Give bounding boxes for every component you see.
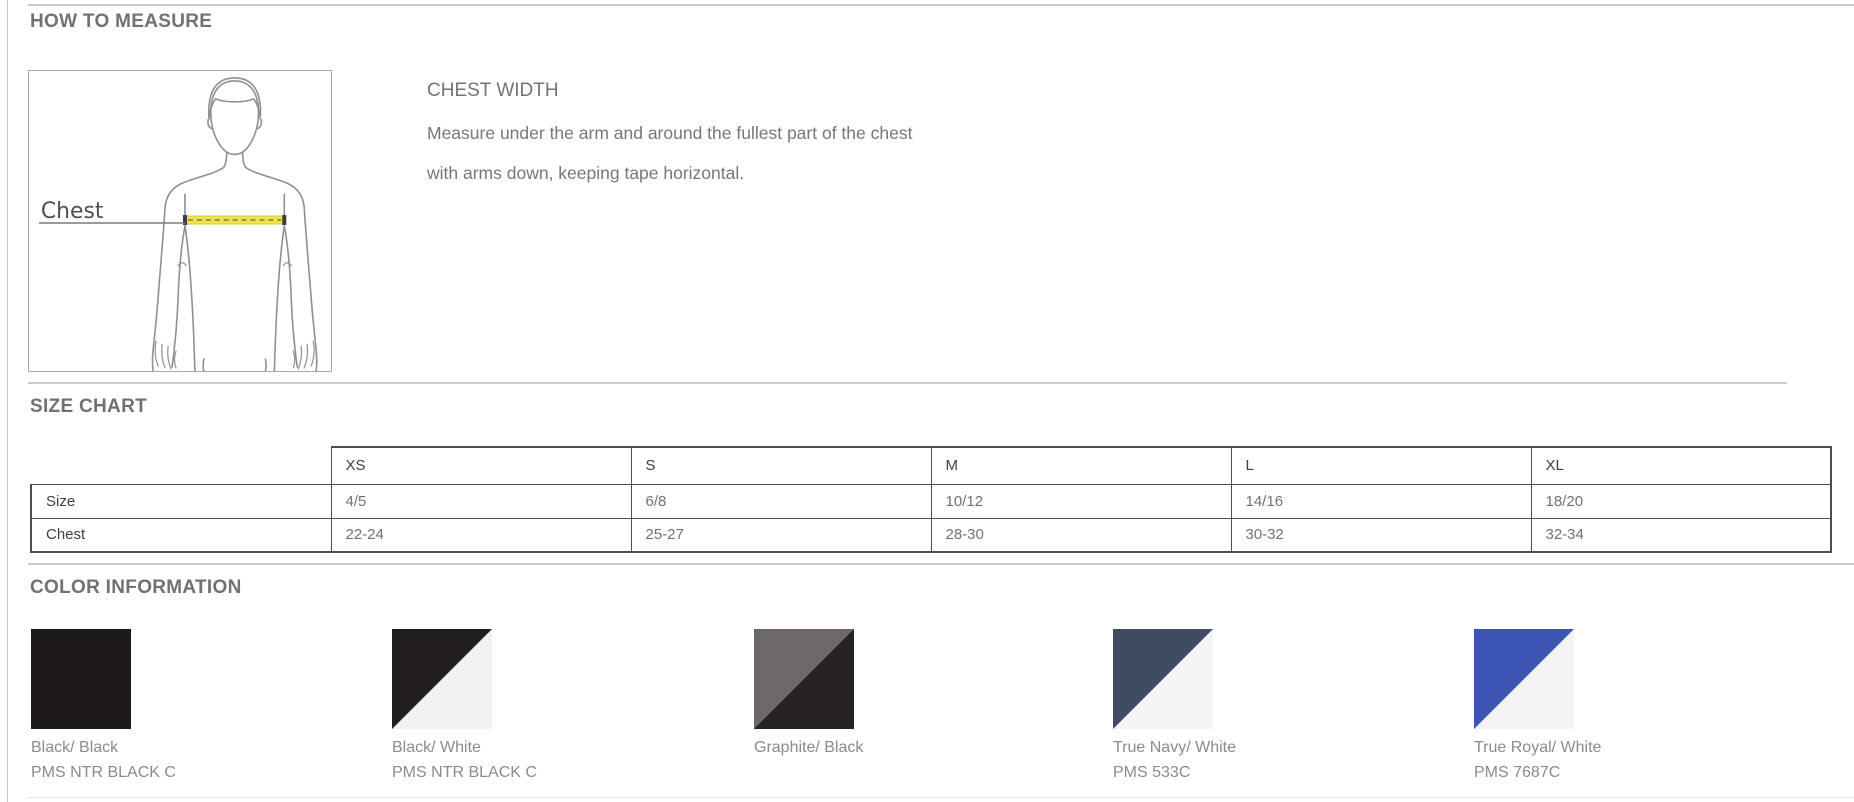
swatch-tile [754,629,854,729]
size-chart-divider [28,382,1787,384]
chest-value-l: 30-32 [1231,518,1531,552]
size-chart-column-xl: XL [1531,447,1831,484]
size-chart-header-row [31,447,1831,484]
swatch-pms-code [754,763,974,782]
measure-instructions [427,80,912,193]
color-swatch-black-white [392,629,612,782]
chest-value-m: 28-30 [931,518,1231,552]
measurement-figure [28,70,332,372]
size-value-s: 6/8 [631,484,931,518]
swatch-tile [31,629,131,729]
color-swatch-black-black [31,629,251,782]
color-swatch-graphite-black [754,629,974,782]
swatch-name: Graphite/ Black [754,739,864,756]
color-information-divider [28,563,1854,565]
bottom-divider [28,797,1854,798]
color-information-heading: COLOR INFORMATION [30,577,242,598]
swatch-tile [1113,629,1213,729]
size-chart-column-l: L [1231,447,1531,484]
how-to-measure-heading: HOW TO MEASURE [30,11,213,32]
size-chart-heading: SIZE CHART [30,396,147,417]
color-swatch-true-navy-white [1113,629,1333,782]
body-outline-illustration [29,71,331,371]
size-chart-column-xs: XS [331,447,631,484]
table-row-chest [31,518,1831,552]
size-chart-empty-header-cell [31,447,331,484]
size-row-label: Size [31,484,331,518]
left-border-rule [7,0,8,802]
chest-value-xs: 22-24 [331,518,631,552]
swatch-name: True Royal/ White [1474,739,1602,756]
swatch-name: Black/ White [392,739,481,756]
size-value-m: 10/12 [931,484,1231,518]
chest-figure-label: Chest [40,199,104,225]
measure-title: CHEST WIDTH [427,80,559,101]
color-swatch-true-royal-white [1474,629,1694,782]
measure-instruction-line-1: Measure under the arm and around the fullest part of the chest [427,123,913,143]
top-divider [28,4,1854,6]
swatch-name: True Navy/ White [1113,739,1236,756]
size-value-l: 14/16 [1231,484,1531,518]
size-value-xs: 4/5 [331,484,631,518]
size-chart-column-m: M [931,447,1231,484]
size-chart-column-s: S [631,447,931,484]
size-value-xl: 18/20 [1531,484,1831,518]
chest-value-xl: 32-34 [1531,518,1831,552]
chest-value-s: 25-27 [631,518,931,552]
swatch-pms-code: PMS NTR BLACK C [392,764,537,781]
chest-row-label: Chest [31,518,331,552]
swatch-pms-code: PMS NTR BLACK C [31,764,176,781]
swatch-name: Black/ Black [31,739,119,756]
swatch-tile [392,629,492,729]
swatch-pms-code: PMS 7687C [1474,764,1561,781]
measuring-tape-graphic [183,215,286,225]
swatch-pms-code: PMS 533C [1113,764,1191,781]
size-chart-table [30,446,1832,553]
swatch-tile [1474,629,1574,729]
table-row-size [31,484,1831,518]
measure-instruction-line-2: with arms down, keeping tape horizontal. [427,163,745,183]
